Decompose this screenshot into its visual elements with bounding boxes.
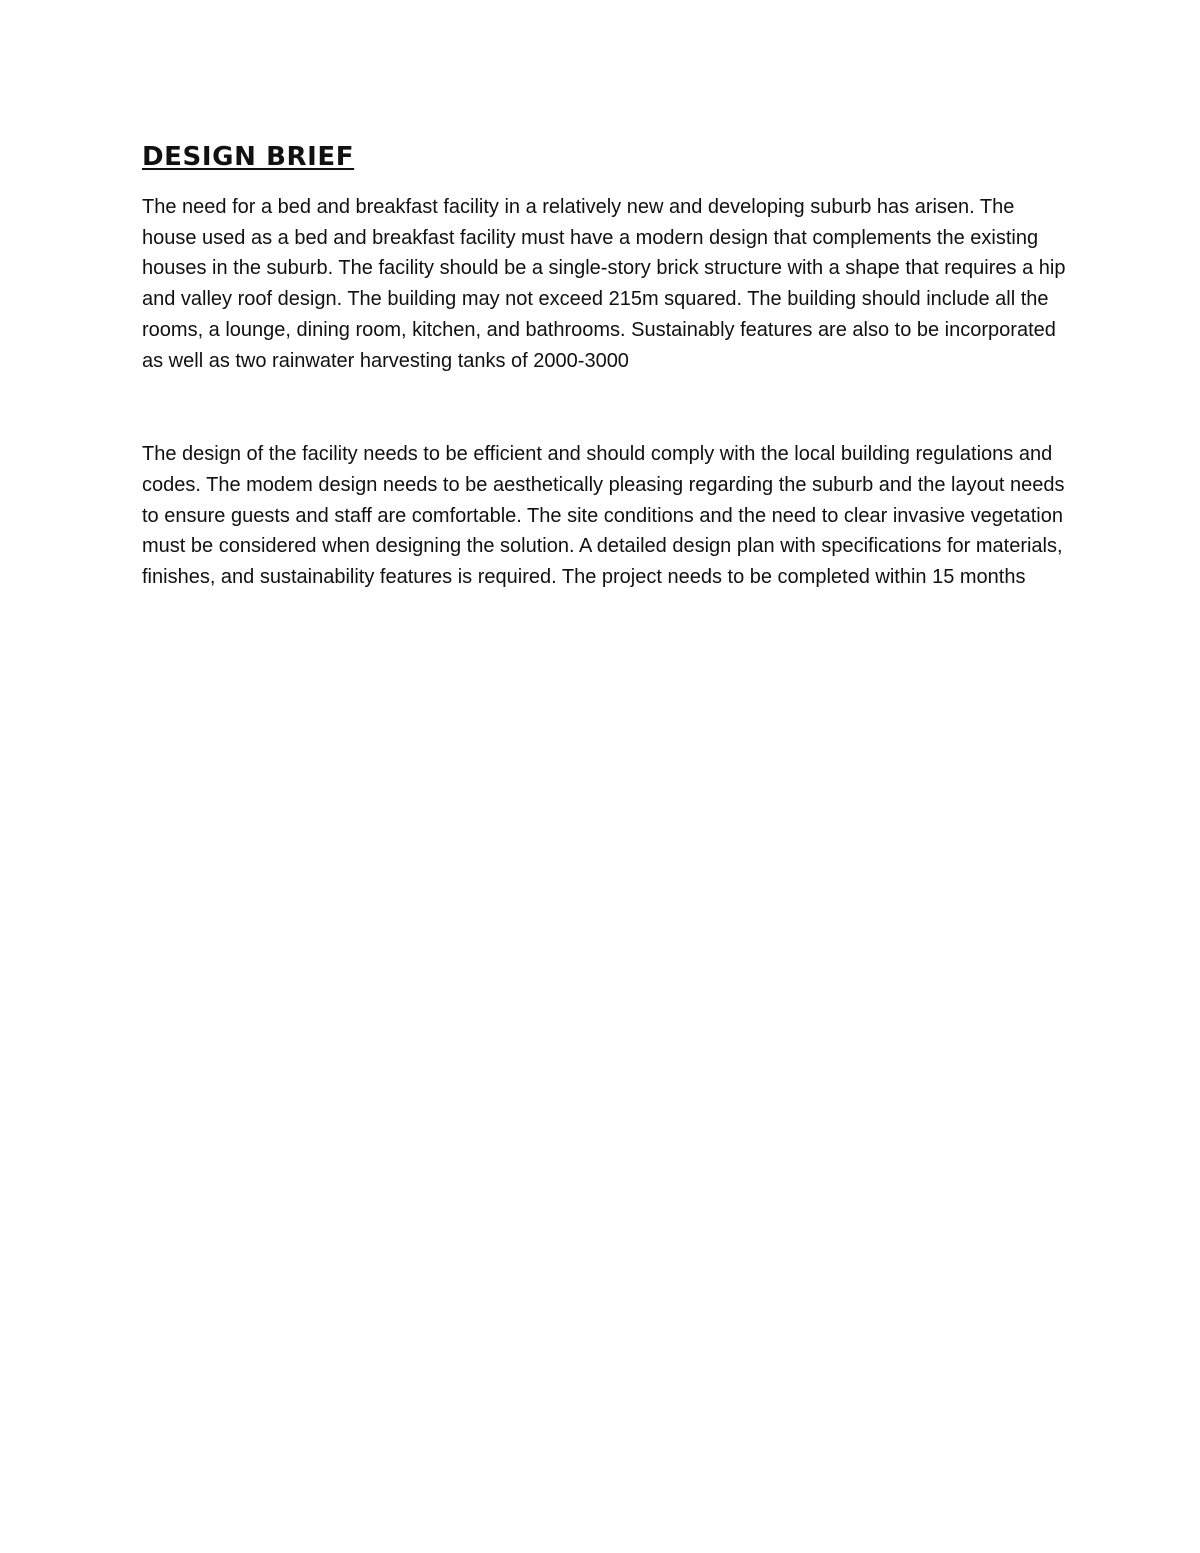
document-body: [142, 140, 1072, 593]
document-title: DESIGN BRIEF: [142, 142, 355, 172]
paragraph-design-considerations: The design of the facility needs to be efficient and should comply with the local building regulations and codes. The modem design needs to be aesthetically pleasing regarding the suburb and the layout needs to ensure guests and staff are comfortable. The site conditions and the need to clear invasive vegetation must be considered when designing the solution. A detailed design plan with specifications for materials, finishes, and sustainability features is required. The project needs to be completed within 15 months: [142, 443, 1065, 589]
paragraph-project-requirements: The need for a bed and breakfast facility in a relatively new and developing suburb has arisen. The house used as a bed and breakfast facility must have a modern design that complements the existing houses in the suburb. The facility should be a single-story brick structure with a shape that requires a hip and valley roof design. The building may not exceed 215m squared. The building should include all the rooms, a lounge, dining room, kitchen, and bathrooms. Sustainably features are also to be incorporated as well as two rainwater harvesting tanks of 2000-3000: [142, 196, 1066, 372]
